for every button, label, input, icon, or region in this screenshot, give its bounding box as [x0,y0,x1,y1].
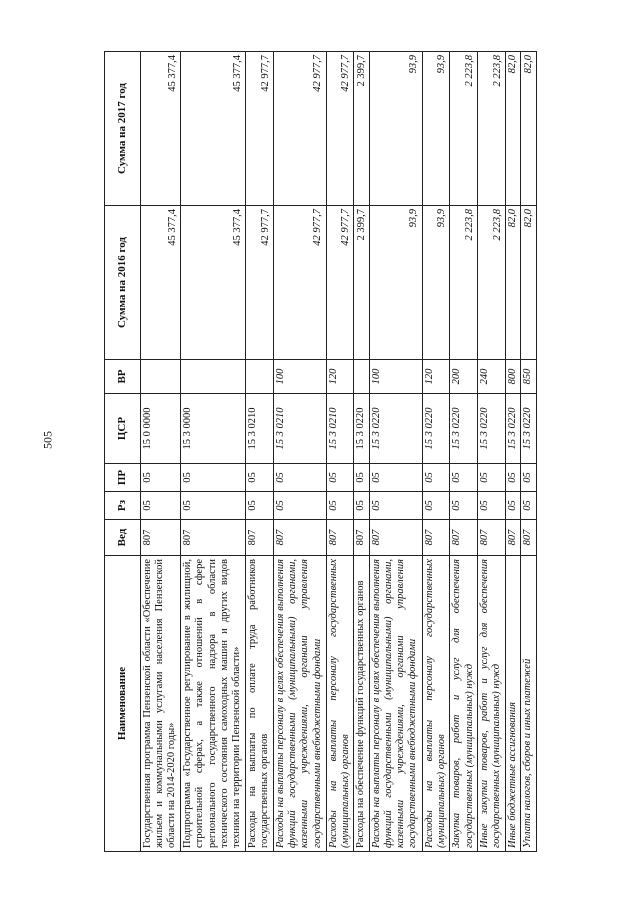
cell-ved: 807 [141,520,181,556]
cell-name: Уплата налогов, сборов и иных платежей [521,556,537,852]
cell-ved: 807 [274,520,327,556]
cell-rz: 05 [246,492,274,520]
header-vr: ВР [105,360,141,394]
cell-ved: 807 [450,520,478,556]
header-name: Наименование [105,556,141,852]
cell-sum2017: 2 223,8 [450,52,478,206]
cell-csr: 15 3 0220 [450,394,478,464]
cell-csr: 15 3 0220 [422,394,450,464]
cell-vr [246,360,274,394]
table-header-row [105,52,141,852]
cell-vr: 100 [274,360,327,394]
table-row [506,52,521,852]
cell-pr: 05 [326,464,354,492]
cell-csr: 15 3 0220 [521,394,537,464]
cell-name: Расходы на выплаты персоналу в целях обеспечения выполнения функций государственными (муниципальными) органами, казенными учреждениями, органами управления государственными внебюджетными фондами [369,556,422,852]
cell-sum2017: 45 377,4 [141,52,181,206]
cell-pr: 05 [246,464,274,492]
cell-sum2017: 93,9 [422,52,450,206]
cell-sum2016: 93,9 [422,206,450,360]
cell-sum2016: 42 977,7 [326,206,354,360]
cell-sum2016: 45 377,4 [141,206,181,360]
cell-rz: 05 [506,492,521,520]
cell-name: Расходы на выплаты персоналу государственных (муниципальных) органов [326,556,354,852]
cell-vr: 120 [422,360,450,394]
cell-rz: 05 [181,492,246,520]
table-row [326,52,354,852]
budget-table [104,51,537,852]
cell-csr: 15 3 0220 [506,394,521,464]
table-row [478,52,506,852]
cell-csr: 15 3 0210 [326,394,354,464]
cell-ved: 807 [478,520,506,556]
cell-csr: 15 3 0220 [369,394,422,464]
cell-sum2017: 82,0 [506,52,521,206]
cell-sum2016: 82,0 [521,206,537,360]
cell-name: Закупка товаров, работ и услуг для обеспечения государственных (муниципальных) нужд [450,556,478,852]
cell-csr: 15 3 0210 [274,394,327,464]
cell-ved: 807 [246,520,274,556]
cell-name: Подпрограмма «Государственное регулирование в жилищной, строительной сферах, а также отношений в сфере регионального государственного надзора в области технического состояния самоходных машин и других видов техники на территории Пензенской области» [181,556,246,852]
cell-pr: 05 [478,464,506,492]
cell-sum2017: 2 399,7 [354,52,369,206]
cell-pr: 05 [521,464,537,492]
cell-name: Расходы на выплаты персоналу в целях обеспечения выполнения функций государственными (муниципальными) органами, казенными учреждениями, органами управления государственными внебюджетными фондами [274,556,327,852]
cell-pr: 05 [141,464,181,492]
table-row [521,52,537,852]
cell-ved: 807 [181,520,246,556]
cell-vr [181,360,246,394]
cell-name: Иные бюджетные ассигнования [506,556,521,852]
cell-ved: 807 [369,520,422,556]
cell-pr: 05 [274,464,327,492]
cell-sum2017: 42 977,7 [246,52,274,206]
cell-sum2017: 45 377,4 [181,52,246,206]
cell-sum2016: 2 223,8 [450,206,478,360]
cell-vr [354,360,369,394]
table-row [422,52,450,852]
cell-vr: 850 [521,360,537,394]
cell-sum2016: 45 377,4 [181,206,246,360]
cell-pr: 05 [422,464,450,492]
header-pr: ПР [105,464,141,492]
cell-sum2017: 82,0 [521,52,537,206]
header-ved: Вед [105,520,141,556]
cell-vr: 240 [478,360,506,394]
cell-name: Государственная программа Пензенской области «Обеспечение жильем и коммунальными услугами населения Пензенской области на 2014-2020 годы» [141,556,181,852]
cell-sum2016: 93,9 [369,206,422,360]
cell-csr: 15 3 0220 [354,394,369,464]
table-row [354,52,369,852]
cell-sum2017: 93,9 [369,52,422,206]
cell-pr: 05 [181,464,246,492]
cell-ved: 807 [326,520,354,556]
table-row [141,52,181,852]
cell-name: Расходы на обеспечение функций государственных органов [354,556,369,852]
cell-vr: 100 [369,360,422,394]
table-row [181,52,246,852]
cell-pr: 05 [369,464,422,492]
cell-rz: 05 [450,492,478,520]
cell-sum2016: 2 399,7 [354,206,369,360]
cell-vr [141,360,181,394]
cell-ved: 807 [422,520,450,556]
cell-rz: 05 [422,492,450,520]
table-row [369,52,422,852]
cell-rz: 05 [326,492,354,520]
cell-pr: 05 [506,464,521,492]
header-csr: ЦСР [105,394,141,464]
page-number: 505 [40,431,55,449]
cell-pr: 05 [354,464,369,492]
cell-csr: 15 0 0000 [141,394,181,464]
cell-csr: 15 3 0220 [478,394,506,464]
cell-vr: 120 [326,360,354,394]
table-row [274,52,327,852]
cell-vr: 200 [450,360,478,394]
cell-sum2017: 42 977,7 [274,52,327,206]
cell-sum2017: 2 223,8 [478,52,506,206]
header-rz: Рз [105,492,141,520]
cell-rz: 05 [274,492,327,520]
cell-ved: 807 [521,520,537,556]
cell-csr: 15 3 0210 [246,394,274,464]
cell-rz: 05 [478,492,506,520]
cell-sum2017: 42 977,7 [326,52,354,206]
cell-rz: 05 [141,492,181,520]
cell-name: Расходы на выплаты персоналу государственных (муниципальных) органов [422,556,450,852]
cell-rz: 05 [369,492,422,520]
cell-sum2016: 42 977,7 [246,206,274,360]
cell-name: Иные закупки товаров, работ и услуг для обеспечения государственных (муниципальных) нужд [478,556,506,852]
cell-ved: 807 [506,520,521,556]
cell-ved: 807 [354,520,369,556]
header-sum-2016: Сумма на 2016 год [105,206,141,360]
header-sum-2017: Сумма на 2017 год [105,52,141,206]
cell-name: Расходы на выплаты по оплате труда работников государственных органов [246,556,274,852]
cell-pr: 05 [450,464,478,492]
cell-rz: 05 [521,492,537,520]
cell-sum2016: 2 223,8 [478,206,506,360]
rotated-page-content [104,52,537,852]
cell-sum2016: 42 977,7 [274,206,327,360]
cell-vr: 800 [506,360,521,394]
cell-sum2016: 82,0 [506,206,521,360]
cell-rz: 05 [354,492,369,520]
cell-csr: 15 3 0000 [181,394,246,464]
table-row [450,52,478,852]
table-row [246,52,274,852]
